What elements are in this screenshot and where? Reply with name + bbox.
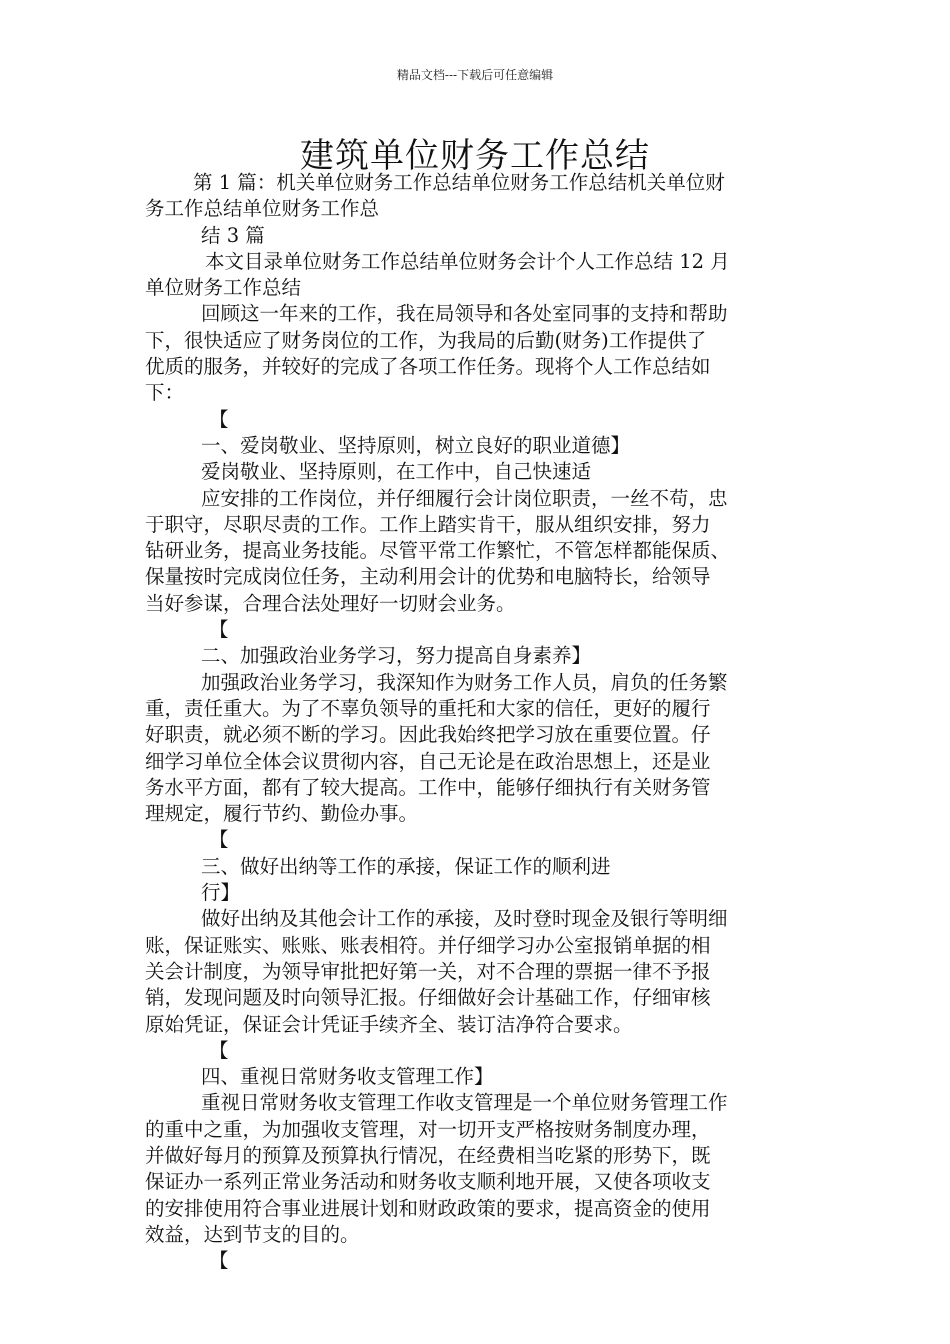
- body-line: 好职责，就必须不断的学习。因此我始终把学习放在重要位置。仔: [145, 723, 711, 747]
- body-line: 加强政治业务学习，我深知作为财务工作人员，肩负的任务繁: [201, 670, 728, 694]
- header-note: 精品文档---下载后可任意编辑: [396, 68, 554, 82]
- body-line: 结 3 篇: [201, 223, 265, 247]
- body-line: 理规定，履行节约、勤俭办事。: [145, 802, 419, 826]
- body-line: 关会计制度，为领导审批把好第一关，对不合理的票据一律不予报: [145, 959, 711, 983]
- body-line: 单位财务工作总结: [145, 276, 302, 300]
- section-heading: 一、爱岗敬业、坚持原则，树立良好的职业道德】: [201, 433, 631, 457]
- body-line: 务水平方面，都有了较大提高。工作中，能够仔细执行有关财务管: [145, 775, 711, 799]
- body-line: 细学习单位全体会议贯彻内容，自己无论是在政治思想上，还是业: [145, 749, 711, 773]
- body-line: 下：: [145, 381, 185, 405]
- body-line: 回顾这一年来的工作，我在局领导和各处室同事的支持和帮助: [201, 302, 728, 326]
- body-line: 于职守，尽职尽责的工作。工作上踏实肯干，服从组织安排，努力: [145, 512, 711, 536]
- section-heading: 行】: [201, 881, 241, 905]
- section-heading: 四、重视日常财务收支管理工作】: [201, 1065, 494, 1089]
- body-line: 务工作总结单位财务工作总: [145, 197, 380, 221]
- body-line: 重，责任重大。为了不辜负领导的重托和大家的信任，更好的履行: [145, 696, 711, 720]
- body-line: 账，保证账实、账账、账表相符。并仔细学习办公室报销单据的相: [145, 933, 711, 957]
- body-line: 的重中之重，为加强收支管理，对一切开支严格按财务制度办理，: [145, 1117, 711, 1141]
- body-line: 下，很快适应了财务岗位的工作，为我局的后勤(财务)工作提供了: [145, 328, 707, 352]
- body-line: 保量按时完成岗位任务，主动利用会计的优势和电脑特长，给领导: [145, 565, 711, 589]
- body-line: 并做好每月的预算及预算执行情况，在经费相当吃紧的形势下，既: [145, 1143, 711, 1167]
- body-line: 重视日常财务收支管理工作收支管理是一个单位财务管理工作: [201, 1091, 728, 1115]
- body-line: 应安排的工作岗位，并仔细履行会计岗位职责，一丝不苟，忠: [201, 486, 728, 510]
- section-bracket: 【: [209, 618, 229, 642]
- body-line: 做好出纳及其他会计工作的承接，及时登时现金及银行等明细: [201, 907, 728, 931]
- body-line: 保证办一系列正常业务活动和财务收支顺利地开展，又使各项收支: [145, 1170, 711, 1194]
- section-heading: 二、加强政治业务学习，努力提高自身素养】: [201, 644, 592, 668]
- body-line: 销，发现问题及时向领导汇报。仔细做好会计基础工作，仔细审核: [145, 986, 711, 1010]
- body-line: 当好参谋，合理合法处理好一切财会业务。: [145, 591, 516, 615]
- body-line: 优质的服务，并较好的完成了各项工作任务。现将个人工作总结如: [145, 355, 711, 379]
- body-line: 本文目录单位财务工作总结单位财务会计个人工作总结 12 月: [205, 249, 730, 273]
- body-line: 效益，达到节支的目的。: [145, 1222, 360, 1246]
- section-bracket: 【: [209, 1038, 229, 1062]
- document-body: [145, 170, 810, 1274]
- document-title: 建筑单位财务工作总结: [300, 136, 650, 176]
- body-line: 第 1 篇：机关单位财务工作总结单位财务工作总结机关单位财: [193, 171, 725, 194]
- body-line: 钻研业务，提高业务技能。尽管平常工作繁忙，不管怎样都能保质、: [145, 539, 731, 563]
- body-line: 爱岗敬业、坚持原则，在工作中，自己快速适: [201, 460, 592, 484]
- section-heading: 三、做好出纳等工作的承接，保证工作的顺利进: [201, 854, 611, 878]
- section-bracket: 【: [209, 407, 229, 431]
- body-line: 原始凭证，保证会计凭证手续齐全、装订洁净符合要求。: [145, 1012, 633, 1036]
- section-bracket: 【: [209, 828, 229, 852]
- section-bracket: 【: [209, 1249, 229, 1273]
- body-line: 的安排使用符合事业进展计划和财政政策的要求，提高资金的使用: [145, 1196, 711, 1220]
